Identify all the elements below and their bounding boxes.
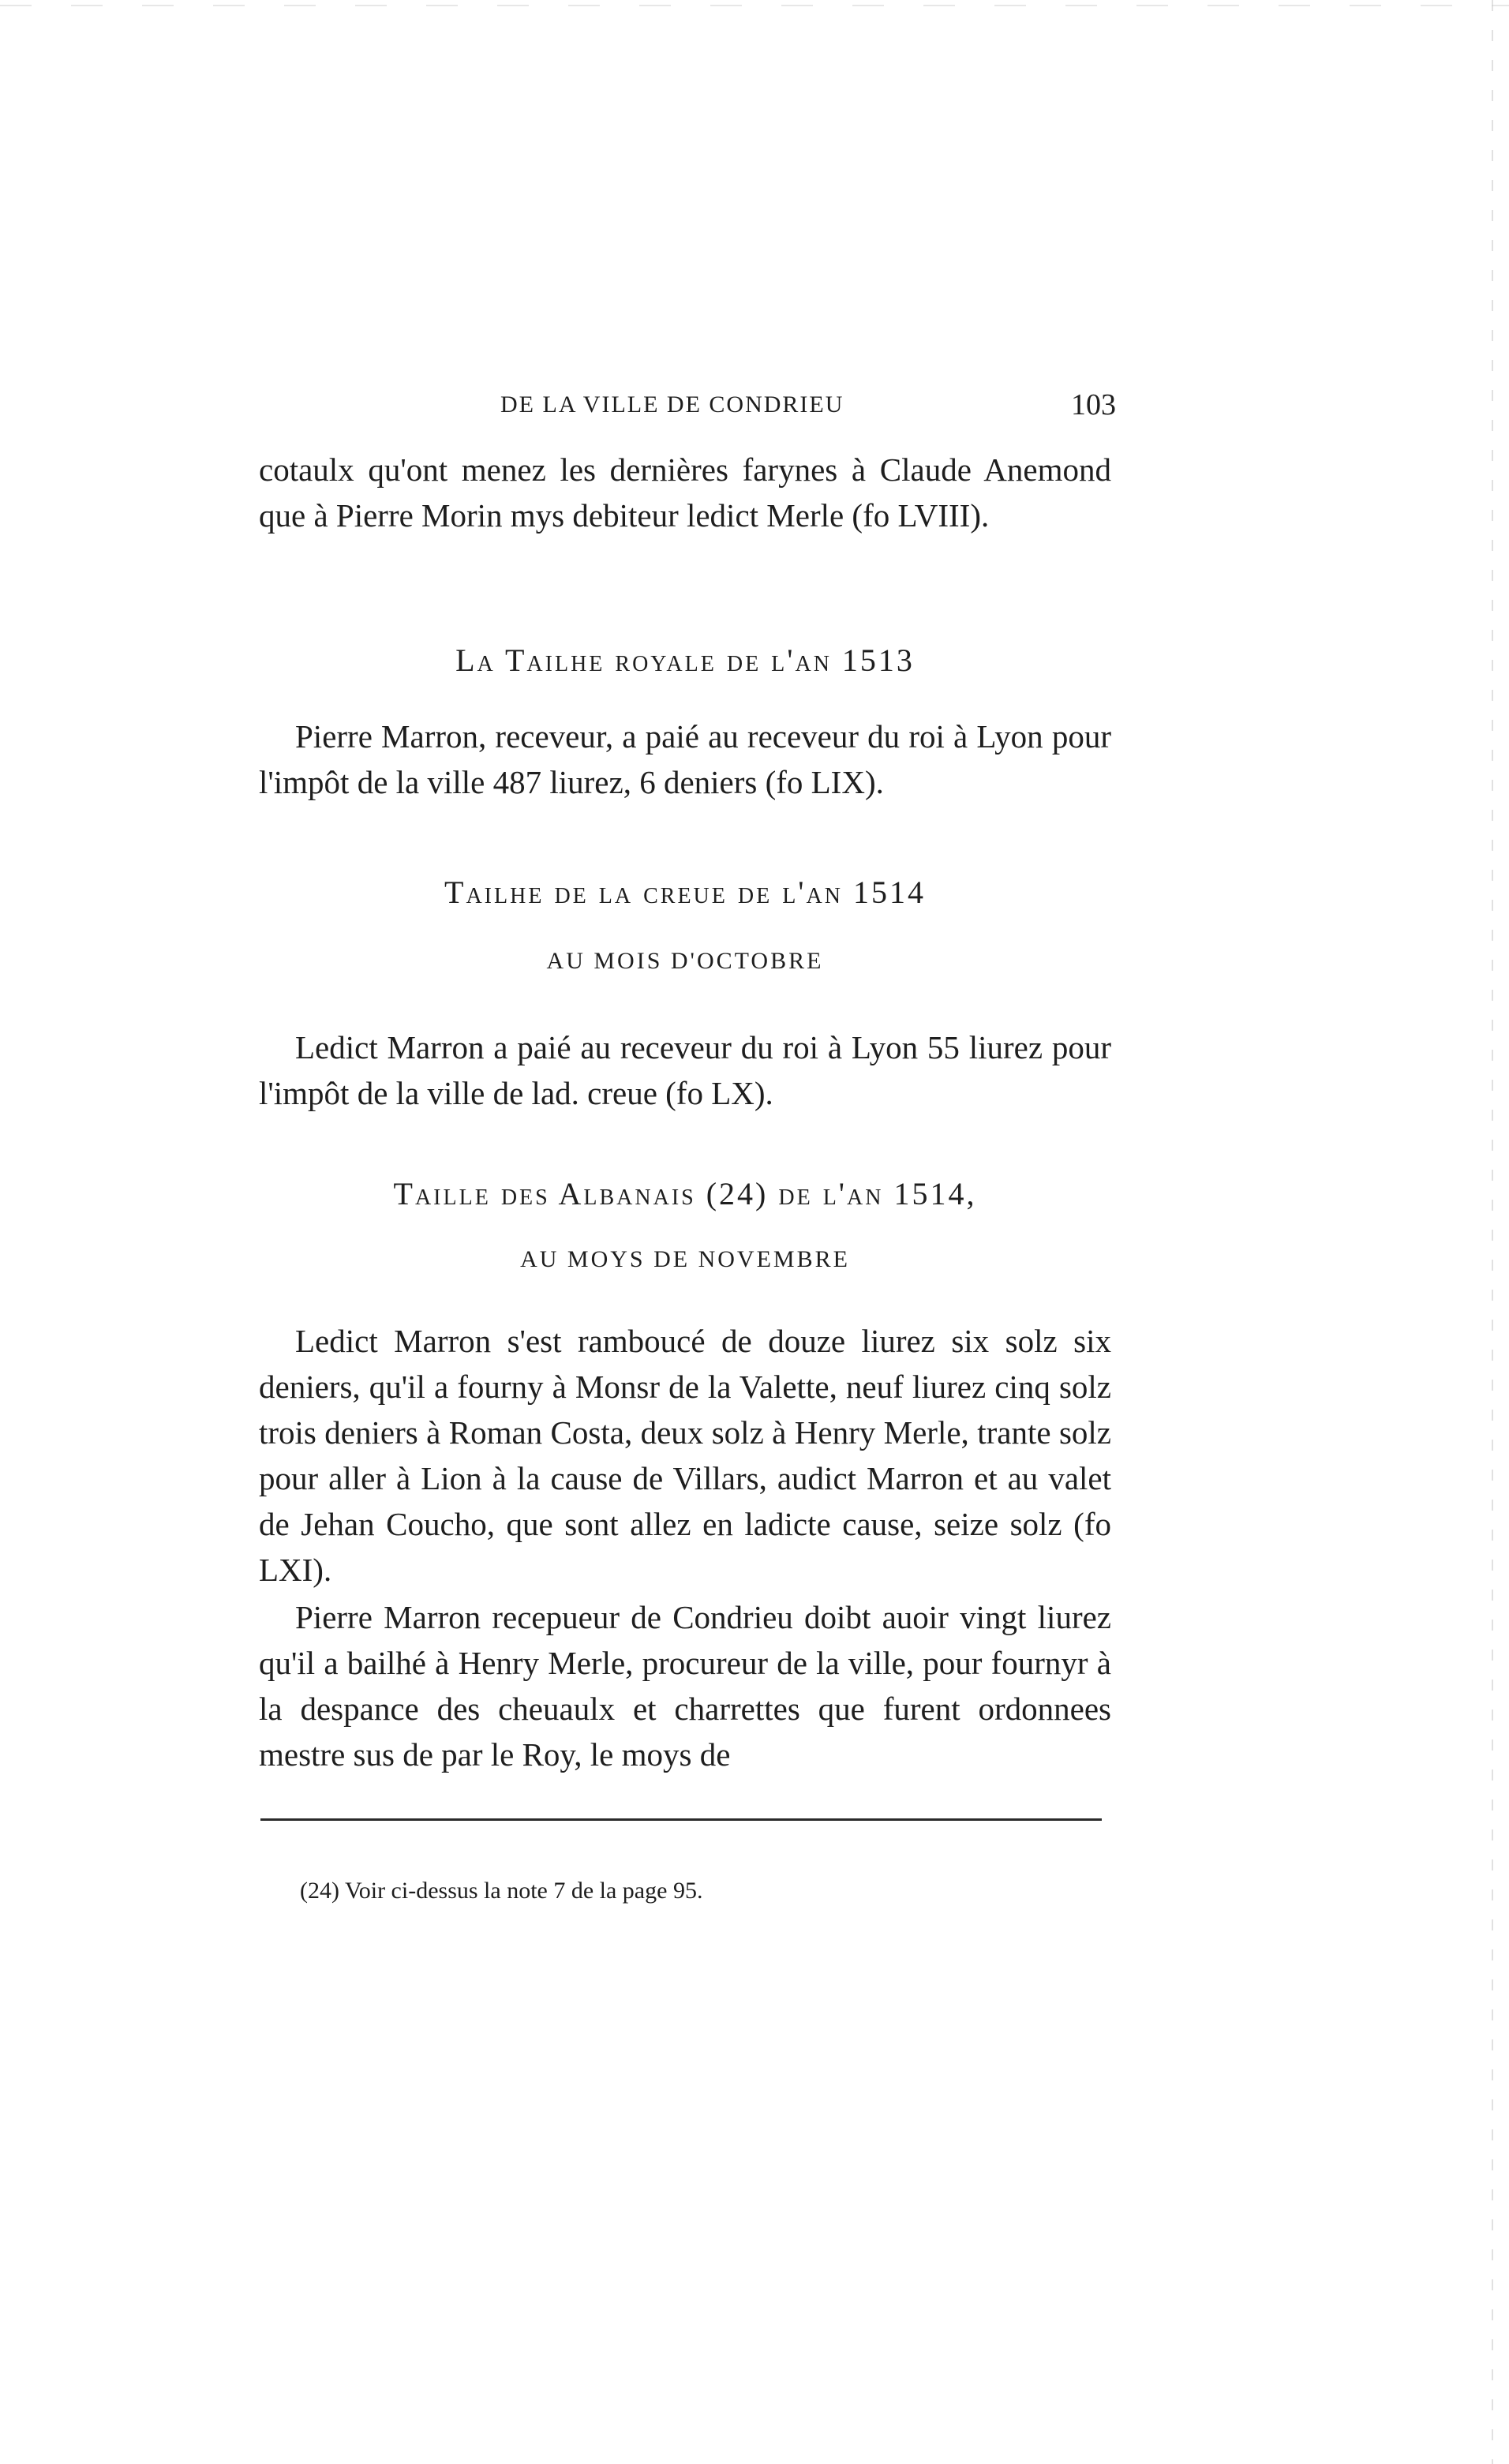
paragraph-5: Pierre Marron recepueur de Condrieu doibt auoir vingt liurez qu'il a bailhé à Henry Merle, procureur de la ville, pour fournyr à la despance des cheuaulx et charrettes que furent ordonnees mestre sus de par le Roy, le moys de [259,1599,1111,1773]
running-head [500,385,1116,425]
footnote-24: (24) Voir ci-dessus la note 7 de la page 95. [300,1878,703,1904]
page-edge-top [0,5,1509,6]
paragraph-2: Pierre Marron, receveur, a paié au receveur du roi à Lyon pour l'impôt de la ville 487 liurez, 6 deniers (fo LIX). [259,718,1111,800]
heading-taille-albanais-1514: Taille des Albanais (24) de l'an 1514, [393,1176,977,1211]
page-edge-right [1492,0,1493,2464]
paragraph-3: Ledict Marron a paié au receveur du roi à Lyon 55 liurez pour l'impôt de la ville de lad. creue (fo LX). [259,1029,1111,1111]
subheading-octobre: AU MOIS D'OCTOBRE [546,948,824,974]
heading-tailhe-royale-1513: La Tailhe royale de l'an 1513 [455,642,915,678]
subheading-novembre: AU MOYS DE NOVEMBRE [520,1246,850,1272]
page-number: 103 [1071,388,1116,421]
footnote-rule [260,1818,1102,1821]
heading-tailhe-creue-1514: Tailhe de la creue de l'an 1514 [444,874,926,910]
paragraph-1: cotaulx qu'ont menez les dernières farynes à Claude Anemond que à Pierre Morin mys debiteur ledict Merle (fo LVIII). [259,451,1111,534]
paragraph-4: Ledict Marron s'est ramboucé de douze liurez six solz six deniers, qu'il a fourny à Monsr de la Valette, neuf liurez cinq solz trois deniers à Roman Costa, deux solz à Henry Merle, trante solz pour aller à Lion à la cause de Villars, audict Marron et au valet de Jehan Coucho, que sont allez en ladicte cause, seize solz (fo LXI). [259,1323,1111,1588]
running-title: DE LA VILLE DE CONDRIEU [500,391,844,418]
